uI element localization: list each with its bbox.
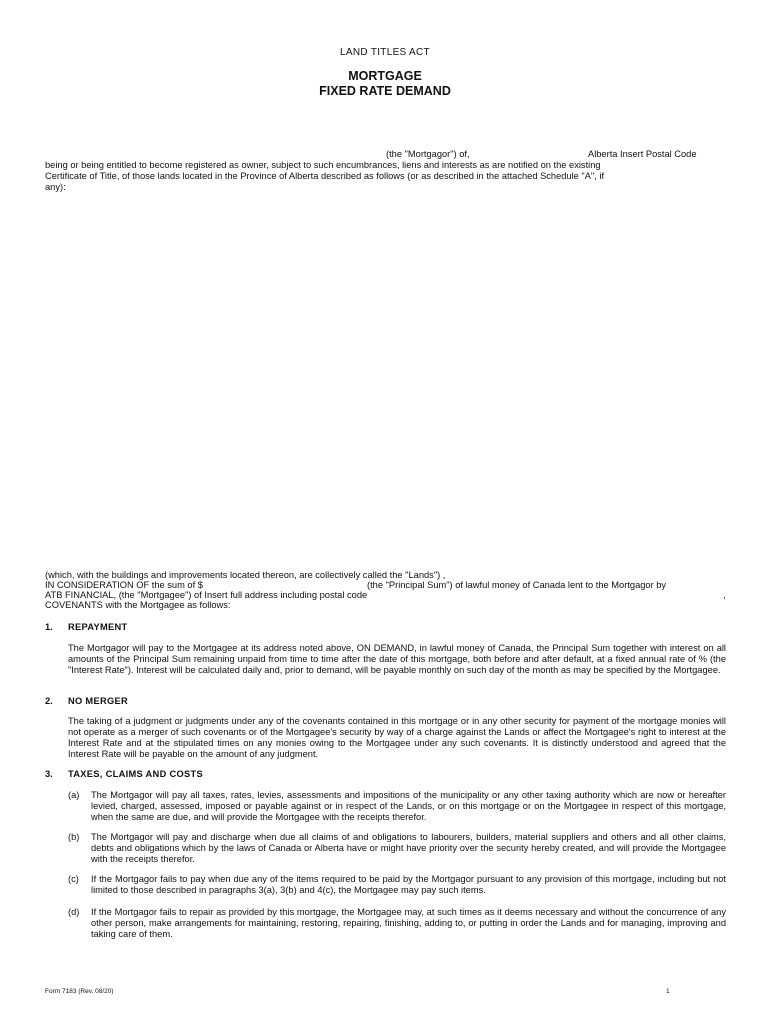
section-number: 2. [45,696,53,706]
item-text-failure-to-pay: If the Mortgagor fails to pay when due any of the items required to be paid by the Mortgagor pursuant to any provision of this mortgage, including but not limited to those described in paragraphs 3(a), 3(b) and 4(c), the Mortgagee may pay such items. [91,874,726,895]
section-heading-no-merger: NO MERGER [68,696,129,706]
mortgagee-address-comma: , [723,590,726,600]
item-label: (a) [68,790,80,800]
mortgagor-of-label: (the "Mortgagor") of, [386,149,470,159]
item-text-taxes: The Mortgagor will pay all taxes, rates, levies, assessments and impositions of the municipality or any other taxing authority which are now or hereafter levied, charged, assessed, imposed or payable against or in respect of the Lands, or on this mortgage or on the Mortgagee in respect of this mortgage, when the same are due, and will provide the Mortgagee with the receipts therefor. [91,790,726,822]
section-heading-taxes: TAXES, CLAIMS AND COSTS [68,769,203,779]
alberta-postal-label: Alberta Insert Postal Code [588,149,697,159]
section-text-no-merger: The taking of a judgment or judgments under any of the covenants contained in this mortgage or in any other security for payment of the mortgage monies will not operate as a merger of such covenants or of the Mortgagee's security by way of a charge against the Lands or affect the Mortgagee's right to interest at the Interest Rate and at the stipulated times on any monies owing to the Mortgagee under any such covenants. It is distinctly understood and agreed that the Interest Rate will be payable on the amount of any judgment. [68,716,726,759]
section-text-repayment: The Mortgagor will pay to the Mortgagee at its address noted above, ON DEMAND, in lawful money of Canada, the Principal Sum together with interest on all amounts of the Principal Sum remaining unpaid from time to time after the date of this mortgage, both before and after default, at a fixed annual rate of % (the "Interest Rate"). Interest will be calculated daily and, prior to demand, will be payable monthly on such day of the month as may be specified by the Mortgagee. [68,643,726,675]
intro-line-2: being or being entitled to become registered as owner, subject to such encumbrances, liens and interests as are notified on the existing [45,160,601,170]
item-label: (c) [68,874,79,884]
principal-sum-text: (the "Principal Sum") of lawful money of Canada lent to the Mortgagor by [367,580,667,590]
document-title [0,69,770,99]
title-line-1: MORTGAGE [348,69,422,83]
section-number: 3. [45,769,53,779]
item-label: (d) [68,907,80,917]
mortgagee-address-label: ATB FINANCIAL, (the "Mortgagee") of Insert full address including postal code [45,590,368,600]
lands-definition: (which, with the buildings and improvements located thereon, are collectively called the "Lands") , [45,570,446,580]
item-label: (b) [68,832,80,842]
item-text-repairs: If the Mortgagor fails to repair as provided by this mortgage, the Mortgagee may, at such times as it deems necessary and without the concurrence of any other person, make arrangements for maintaining, restoring, repairing, finishing, adding to, or putting in order the Lands and for managing, improving and taking care of them. [91,907,726,939]
section-heading-repayment: REPAYMENT [68,622,128,632]
intro-line-4: any): [45,182,66,192]
item-text-claims: The Mortgagor will pay and discharge when due all claims of and obligations to labourers, builders, material suppliers and others and all other claims, debts and obligations which by the laws of Canada or Alberta have or might have priority over the security hereby created, and will provide the Mortgagee with the receipts therefor. [91,832,726,864]
intro-line-3: Certificate of Title, of those lands located in the Province of Alberta described as follows (or as described in the attached Schedule "A", if [45,171,605,181]
act-name: LAND TITLES ACT [340,47,430,58]
consideration-sum-label: IN CONSIDERATION OF the sum of $ [45,580,203,590]
page-number: 1 [666,988,670,995]
title-line-2: FIXED RATE DEMAND [319,84,451,98]
covenants-text: COVENANTS with the Mortgagee as follows: [45,600,231,610]
section-number: 1. [45,622,53,632]
form-number: Form 7183 (Rev. 08/20) [45,988,114,995]
